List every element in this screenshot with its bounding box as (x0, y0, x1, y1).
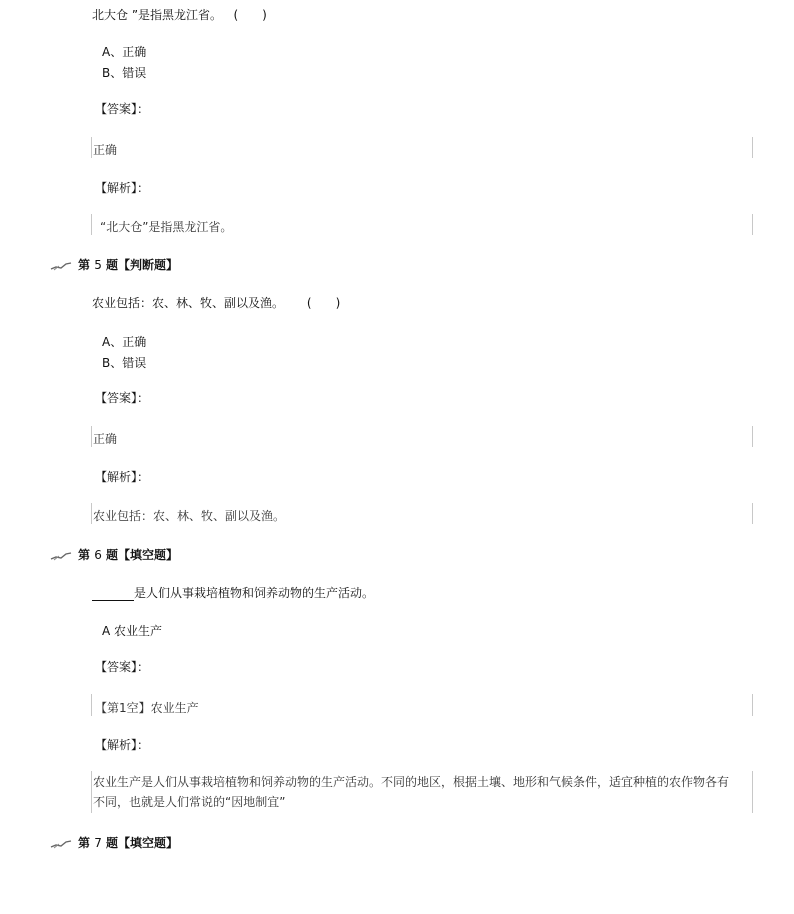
question-6-answer: 【第1空】农业生产 (95, 701, 199, 715)
question-4-option-a: A、正确 (102, 45, 147, 59)
pen-icon (50, 551, 72, 561)
question-4-answer-box (91, 137, 753, 158)
question-6-heading: 第 6 题【填空题】 (50, 546, 178, 563)
question-5-answer-label: 【答案】： (95, 391, 150, 405)
question-6-answer-box (91, 694, 753, 716)
question-6-text: 是人们从事栽培植物和饲养动物的生产活动。 (92, 584, 374, 601)
question-6-analysis-label: 【解析】： (95, 738, 150, 752)
question-4-analysis: “北大仓”是指黑龙江省。 (100, 220, 233, 234)
pen-icon (50, 261, 72, 271)
question-5-analysis: 农业包括：农、林、牧、副以及渔。 (93, 509, 286, 523)
question-5-option-a: A、正确 (102, 335, 147, 349)
question-4-answer: 正确 (93, 143, 118, 157)
question-5-answer-box (91, 426, 753, 447)
question-5-answer: 正确 (93, 432, 118, 446)
question-6-analysis-box (91, 771, 753, 813)
question-6-answer-label: 【答案】： (95, 660, 150, 674)
question-5-option-b: B、错误 (102, 356, 147, 370)
question-4-analysis-box (91, 214, 753, 235)
question-5-analysis-label: 【解析】： (95, 470, 150, 484)
question-5-heading: 第 5 题【判断题】 (50, 256, 178, 273)
question-7-heading: 第 7 题【填空题】 (50, 834, 178, 851)
question-4-option-b: B、错误 (102, 66, 147, 80)
question-4-text: 北大仓 ”是指黑龙江省。 ( ) (92, 8, 267, 22)
fill-blank (92, 588, 134, 601)
question-6-analysis: 农业生产是人们从事栽培植物和饲养动物的生产活动。不同的地区，根据土壤、地形和气候条件，适宜种植的农作物各有不同，也就是人们常说的“因地制宜” (93, 775, 730, 809)
question-4-answer-label: 【答案】： (95, 102, 150, 116)
question-5-analysis-box (91, 503, 753, 524)
question-4-analysis-label: 【解析】： (95, 181, 150, 195)
question-6-option-a: A 农业生产 (102, 624, 163, 638)
question-5-text: 农业包括：农、林、牧、副以及渔。 ( ) (92, 296, 341, 310)
pen-icon (50, 839, 72, 849)
